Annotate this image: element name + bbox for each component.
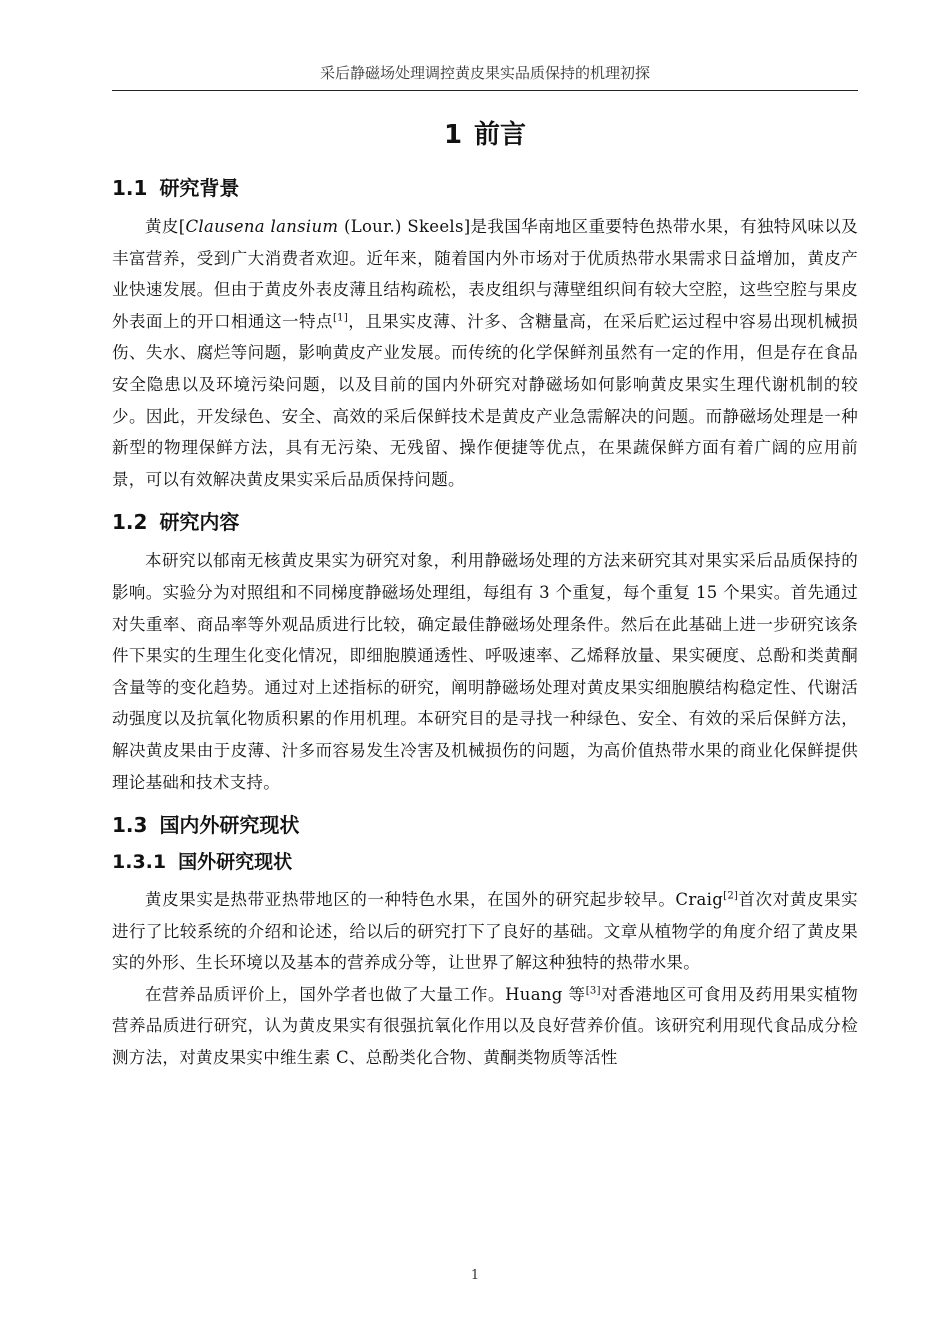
- section-number: 1.3: [112, 813, 148, 838]
- running-header: 采后静磁场处理调控黄皮果实品质保持的机理初探: [112, 62, 858, 91]
- subsection-heading-foreign-research: [112, 848, 858, 876]
- section-title: 国内外研究现状: [159, 813, 300, 838]
- section-heading-content: [112, 507, 858, 537]
- subsection-title: 国外研究现状: [178, 851, 293, 874]
- section-heading-background: [112, 173, 858, 203]
- subsection-number: 1.3.1: [112, 851, 167, 874]
- paragraph: 黄皮[Clausena lansium (Lour.) Skeels]是我国华南地区重要特色热带水果，有独特风味以及丰富营养，受到广大消费者欢迎。近年来，随着国内外市场对于优质热带水果需求日益增加，黄皮产业快速发展。但由于黄皮外表皮薄且结构疏松，表皮组织与薄壁组织间有较大空腔，这些空腔与果皮外表面上的开口相通这一特点[1]，且果实皮薄、汁多、含糖量高，在采后贮运过程中容易出现机械损伤、失水、腐烂等问题，影响黄皮产业发展。而传统的化学保鲜剂虽然有一定的作用，但是存在食品安全隐患以及环境污染问题，以及目前的国内外研究对静磁场如何影响黄皮果实生理代谢机制的较少。因此，开发绿色、安全、高效的采后保鲜技术是黄皮产业急需解决的问题。而静磁场处理是一种新型的物理保鲜方法，具有无污染、无残留、操作便捷等优点，在果蔬保鲜方面有着广阔的应用前景，可以有效解决黄皮果实采后品质保持问题。: [112, 217, 859, 489]
- paragraph: 黄皮果实是热带亚热带地区的一种特色水果，在国外的研究起步较早。Craig[2]首次对黄皮果实进行了比较系统的介绍和论述，给以后的研究打下了良好的基础。文章从植物学的角度介绍了黄皮果实的外形、生长环境以及基本的营养成分等，让世界了解这种独特的热带水果。: [112, 890, 858, 973]
- citation: [3]: [585, 985, 601, 997]
- section-number: 1.1: [112, 176, 148, 200]
- chapter-number: 1: [443, 120, 463, 150]
- section-title: 研究背景: [159, 176, 240, 200]
- section-number: 1.2: [112, 510, 148, 535]
- chapter-title: [112, 117, 858, 153]
- chapter-title-text: 前言: [474, 120, 527, 150]
- species-name: Clausena lansium: [185, 217, 339, 236]
- section-heading-research-status: [112, 810, 858, 840]
- citation: [1]: [332, 312, 349, 324]
- page-number: 1: [470, 1268, 480, 1283]
- paragraph: 在营养品质评价上，国外学者也做了大量工作。Huang 等[3]对香港地区可食用及药用果实植物营养品质进行研究，认为黄皮果实有很强抗氧化作用以及良好营养价值。该研究利用现代食品成分检测方法，对黄皮果实中维生素 C、总酚类化合物、黄酮类物质等活性: [112, 984, 859, 1068]
- paragraph: 本研究以郁南无核黄皮果实为研究对象，利用静磁场处理的方法来研究其对果实采后品质保持的影响。实验分为对照组和不同梯度静磁场处理组，每组有 3 个重复，每个重复 15 个果实。首先通过对失重率、商品率等外观品质进行比较，确定最佳静磁场处理条件。然后在此基础上进一步研究该条件下果实的生理生化变化情况，即细胞膜通透性、呼吸速率、乙烯释放量、果实硬度、总酚和类黄酮含量等的变化趋势。通过对上述指标的研究，阐明静磁场处理对黄皮果实细胞膜结构稳定性、代谢活动强度以及抗氧化物质积累的作用机理。本研究目的是寻找一种绿色、安全、有效的采后保鲜方法，解决黄皮果由于皮薄、汁多而容易发生冷害及机械损伤的问题，为高价值热带水果的商业化保鲜提供理论基础和技术支持。: [112, 551, 858, 792]
- citation: [2]: [723, 890, 739, 902]
- section-title: 研究内容: [159, 510, 240, 535]
